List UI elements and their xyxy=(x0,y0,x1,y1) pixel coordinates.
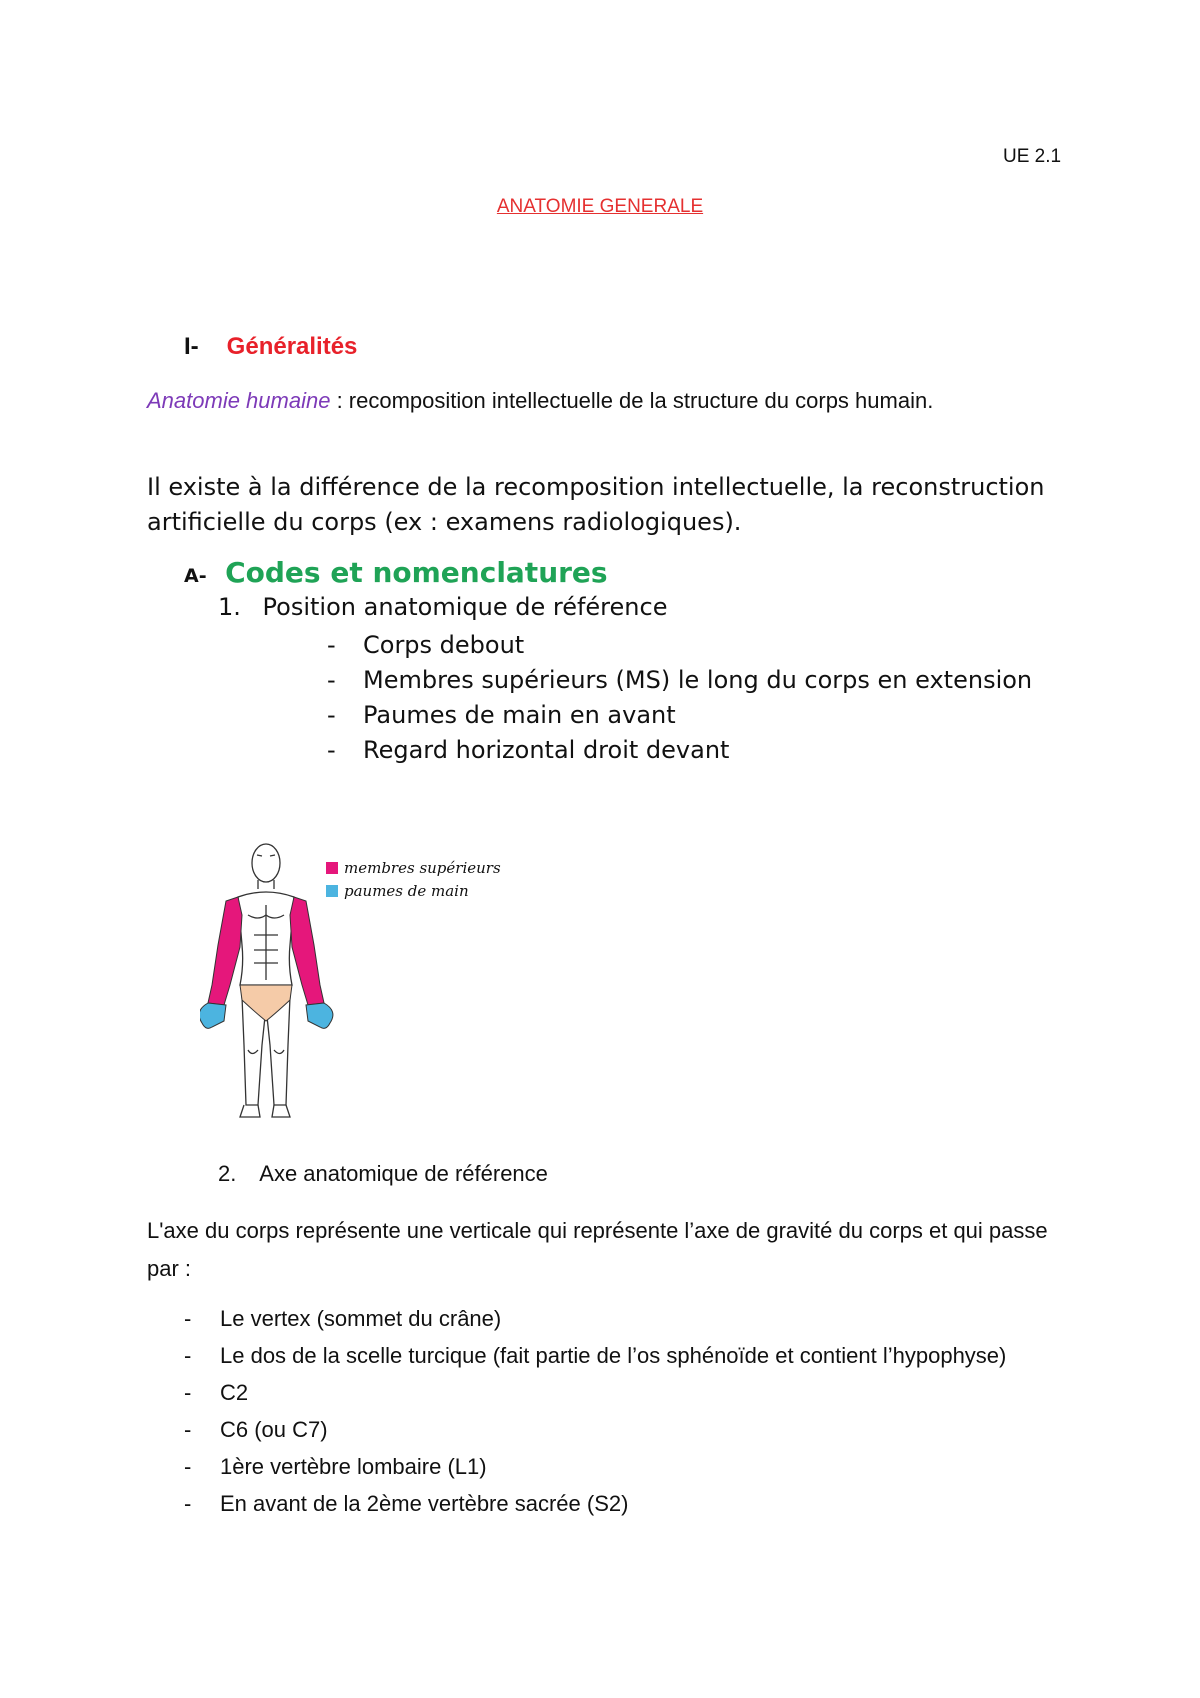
section-heading-generalites xyxy=(184,333,357,361)
numbered-item-position xyxy=(218,593,667,621)
item-number: 2. xyxy=(218,1161,237,1186)
section-number: I- xyxy=(184,333,199,360)
subsection-title: Codes et nomenclatures xyxy=(225,556,608,589)
list-item: - En avant de la 2ème vertèbre sacrée (S2) xyxy=(184,1485,1044,1522)
legend-swatch-paumes xyxy=(326,885,338,897)
list-item: - Le dos de la scelle turcique (fait partie de l’os sphénoïde et contient l’hypophyse) xyxy=(184,1337,1044,1374)
section-title: Généralités xyxy=(226,333,358,360)
subsection-heading-codes xyxy=(184,556,608,589)
item-title: Position anatomique de référence xyxy=(262,593,668,621)
position-points-list xyxy=(327,628,1047,768)
axe-points-list xyxy=(184,1300,1044,1522)
numbered-item-axe xyxy=(218,1161,548,1187)
definition-paragraph xyxy=(147,382,1077,419)
list-item: - Membres supérieurs (MS) le long du corps en extension xyxy=(327,663,1047,698)
list-item: - Le vertex (sommet du crâne) xyxy=(184,1300,1044,1337)
list-item: - Corps debout xyxy=(327,628,1047,663)
legend-swatch-membres xyxy=(326,862,338,874)
list-item: - C2 xyxy=(184,1374,1044,1411)
anatomical-position-figure xyxy=(200,835,520,1120)
axe-paragraph: L'axe du corps représente une verticale qui représente l’axe de gravité du corps et qui passe par : xyxy=(147,1218,1048,1281)
legend-label-membres: membres supérieurs xyxy=(344,859,501,877)
item-title: Axe anatomique de référence xyxy=(259,1161,548,1186)
definition-term: Anatomie humaine xyxy=(147,388,331,413)
list-item: - 1ère vertèbre lombaire (L1) xyxy=(184,1448,1044,1485)
item-number: 1. xyxy=(218,593,241,621)
legend-label-paumes: paumes de main xyxy=(344,882,469,900)
document-title: ANATOMIE GENERALE xyxy=(496,196,704,217)
definition-text: : recomposition intellectuelle de la structure du corps humain. xyxy=(330,388,934,413)
list-item: - Paumes de main en avant xyxy=(327,698,1047,733)
body-illustration xyxy=(200,835,520,1120)
list-item: - C6 (ou C7) xyxy=(184,1411,1044,1448)
course-code: UE 2.1 xyxy=(1003,146,1062,167)
subsection-letter: A- xyxy=(184,565,207,587)
reconstruction-paragraph: Il existe à la différence de la recomposition intellectuelle, la reconstruction artificielle du corps (ex : examens radiologiques). xyxy=(147,473,1045,536)
list-item: - Regard horizontal droit devant xyxy=(327,733,1047,768)
